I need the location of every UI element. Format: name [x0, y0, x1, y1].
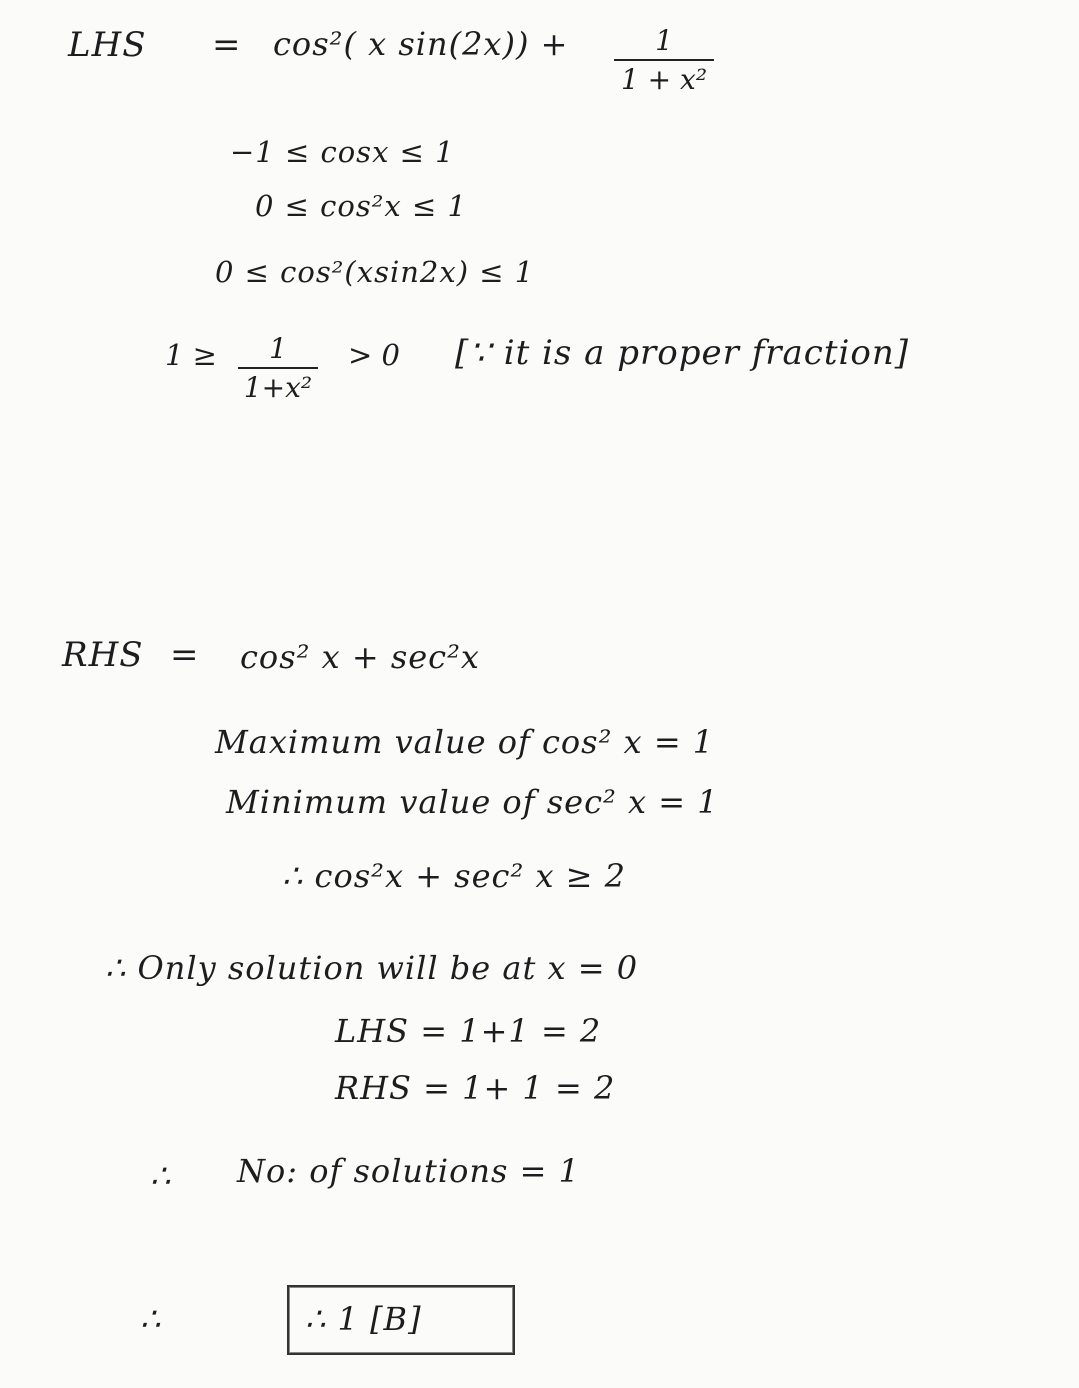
min-value-line: Minimum value of sec² x = 1: [226, 783, 719, 821]
therefore-symbol: ∴: [150, 1157, 171, 1195]
lhs-expression: cos²( x sin(2x)) +: [273, 25, 569, 63]
fraction-bar: [614, 59, 714, 61]
bound-line-2: 0 ≤ cos²x ≤ 1: [255, 189, 467, 223]
only-solution-line: ∴ Only solution will be at x = 0: [105, 949, 639, 987]
boxed-answer: [287, 1285, 515, 1355]
rhs-check: RHS = 1+ 1 = 2: [335, 1069, 616, 1107]
rhs-equals: =: [170, 635, 199, 675]
fraction-bound-rhs: > 0: [348, 338, 400, 372]
bound-line-1: −1 ≤ cosx ≤ 1: [230, 135, 455, 169]
therefore-symbol: ∴: [140, 1300, 161, 1338]
proper-fraction-note: [∵ it is a proper fraction]: [455, 333, 910, 373]
fraction-bar: [238, 367, 318, 369]
lhs-label: LHS: [68, 25, 147, 65]
fraction-bound-lhs: 1 ≥: [165, 338, 217, 372]
max-value-line: Maximum value of cos² x = 1: [215, 723, 715, 761]
lhs-fraction-numerator: 1: [655, 24, 673, 57]
lhs-equals: =: [212, 25, 241, 65]
lhs-check: LHS = 1+1 = 2: [335, 1012, 602, 1050]
rhs-expression: cos² x + sec²x: [240, 638, 480, 676]
rhs-conclusion: ∴ cos²x + sec² x ≥ 2: [282, 857, 627, 895]
fraction-bound-denominator: 1+x²: [243, 370, 313, 404]
fraction-bound-fraction: [238, 334, 318, 404]
rhs-label: RHS: [62, 635, 144, 675]
bound-line-3: 0 ≤ cos²(xsin2x) ≤ 1: [215, 255, 535, 289]
lhs-fraction-denominator: 1 + x²: [620, 62, 708, 96]
boxed-answer-text: ∴ 1 [B]: [305, 1300, 422, 1338]
lhs-fraction: [614, 26, 714, 96]
fraction-bound-numerator: 1: [269, 332, 287, 365]
number-of-solutions: No: of solutions = 1: [237, 1152, 580, 1190]
